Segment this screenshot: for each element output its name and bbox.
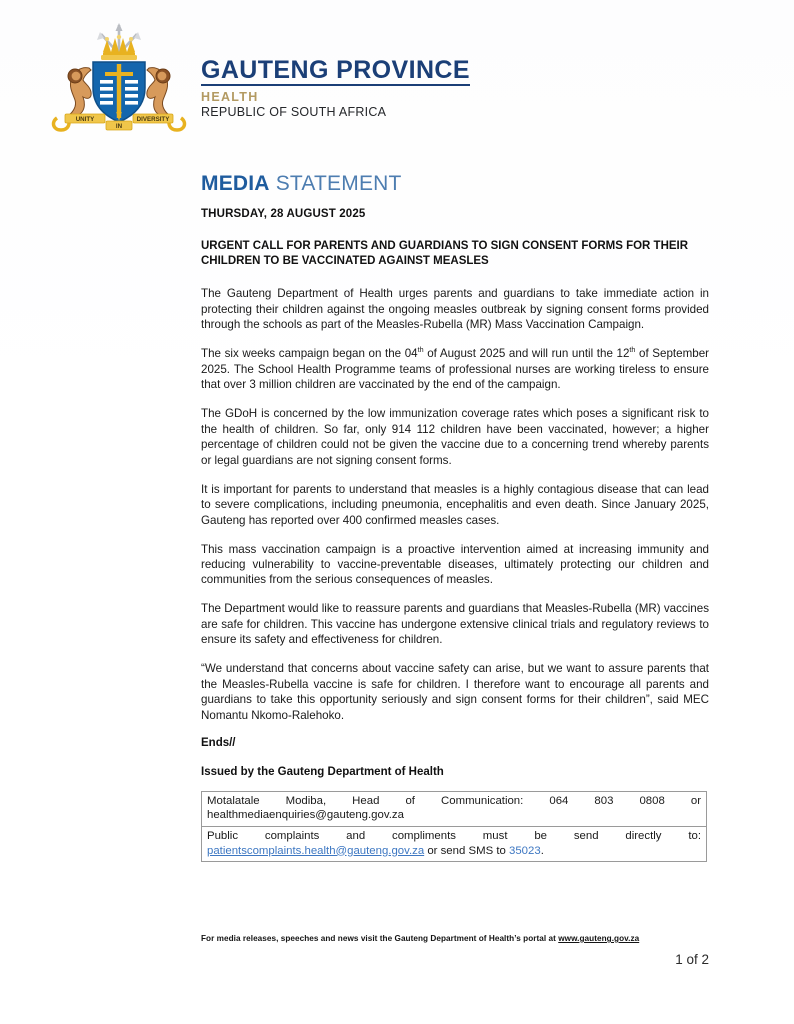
page-title-statement: STATEMENT bbox=[269, 172, 402, 195]
complaints-middle-text: or send SMS to bbox=[424, 844, 509, 857]
contact-row-media-enquiries: Motalatale Modiba, Head of Communication: 064 803 0808 or healthmediaenquiries@gauteng.gov.za bbox=[202, 792, 706, 827]
footer-note bbox=[201, 934, 721, 943]
paragraph-campaign-dates bbox=[201, 346, 709, 392]
document-body bbox=[201, 172, 709, 862]
letterhead-text bbox=[201, 22, 470, 120]
statement-subject: URGENT CALL FOR PARENTS AND GUARDIANS TO SIGN CONSENT FORMS FOR THEIR CHILDREN TO BE VACCINATED AGAINST MEASLES bbox=[201, 240, 689, 268]
motto-unity: UNITY bbox=[75, 116, 95, 124]
letterhead-province: GAUTENG PROVINCE bbox=[201, 56, 470, 84]
campaign-part-2: of August 2025 and will run until the 12 bbox=[423, 347, 630, 361]
ordinal-suffix-1: th bbox=[417, 345, 424, 355]
ordinal-suffix-2: th bbox=[629, 345, 636, 355]
motto-diversity: DIVERSITY bbox=[136, 116, 170, 124]
contact-details-box bbox=[201, 791, 707, 862]
letterhead-country: REPUBLIC OF SOUTH AFRICA bbox=[201, 105, 387, 120]
gauteng-coat-of-arms-icon bbox=[45, 22, 193, 134]
paragraph-5: The Department would like to reassure parents and guardians that Measles-Rubella (MR) vaccines are safe for children. This vaccine has undergone extensive clinical trials and regulatory reviews to ensure its safety and effectiveness for children. bbox=[201, 602, 709, 647]
footer-portal-link[interactable]: www.gauteng.gov.za bbox=[558, 934, 640, 943]
page-title bbox=[201, 172, 709, 195]
campaign-part-3: of September 2025. The School Health Programme teams of professional nurses are working tireless to ensure that over 3 million children are vaccinated by the end of the campaign. bbox=[201, 347, 710, 392]
contact-row-public-complaints bbox=[202, 827, 706, 861]
complaints-prefix-text: Public complaints and compliments must be send directly to: bbox=[207, 829, 701, 842]
complaints-email-link[interactable]: patientscomplaints.health@gauteng.gov.za bbox=[207, 844, 425, 857]
page-title-media: MEDIA bbox=[201, 172, 270, 195]
page-number: 1 of 2 bbox=[675, 952, 709, 967]
letterhead-department: HEALTH bbox=[201, 90, 259, 104]
statement-date: THURSDAY, 28 AUGUST 2025 bbox=[201, 208, 366, 221]
complaints-suffix-text: . bbox=[540, 844, 544, 857]
paragraph-quote: “We understand that concerns about vaccine safety can arise, but we want to assure parents that the Measles-Rubella vaccine is safe for children. I therefore want to encourage all parents and guardians to take this opportunity seriously and sign consent forms for their children”, said MEC Nomantu Nkomo-Ralehoko. bbox=[201, 662, 709, 722]
motto-in: IN bbox=[115, 123, 123, 131]
paragraph-2: The GDoH is concerned by the low immunization coverage rates which poses a significant risk to the health of children. So far, only 914 112 children have been vaccinated, however; a higher percentage of children could not be given the vaccine due to a concerning trend whereby parents or legal guardians are not signing consent forms. bbox=[201, 407, 709, 467]
campaign-part-1: The six weeks campaign began on the 04 bbox=[201, 347, 418, 361]
paragraph-3: It is important for parents to understand that measles is a highly contagious disease that can lead to severe complications, including pneumonia, encephalitis and even death. Since January 2025, Gauteng has reported over 400 confirmed measles cases. bbox=[201, 482, 709, 527]
ends-marker: Ends// bbox=[201, 736, 236, 749]
issued-by-line: Issued by the Gauteng Department of Health bbox=[201, 765, 444, 778]
complaints-sms-number: 35023 bbox=[509, 844, 541, 857]
paragraph-4: This mass vaccination campaign is a proactive intervention aimed at increasing immunity and reducing vulnerability to vaccine-preventable diseases, ultimately protecting our children and communities from the serious consequences of measles. bbox=[201, 542, 709, 587]
footer-note-text: For media releases, speeches and news visit the Gauteng Department of Health’s portal at bbox=[201, 934, 559, 943]
paragraph-1: The Gauteng Department of Health urges parents and guardians to take immediate action in protecting their children against the ongoing measles outbreak by signing consent forms provided through the schools as part of the Measles-Rubella (MR) Mass Vaccination Campaign. bbox=[201, 287, 709, 332]
letterhead bbox=[45, 22, 470, 134]
